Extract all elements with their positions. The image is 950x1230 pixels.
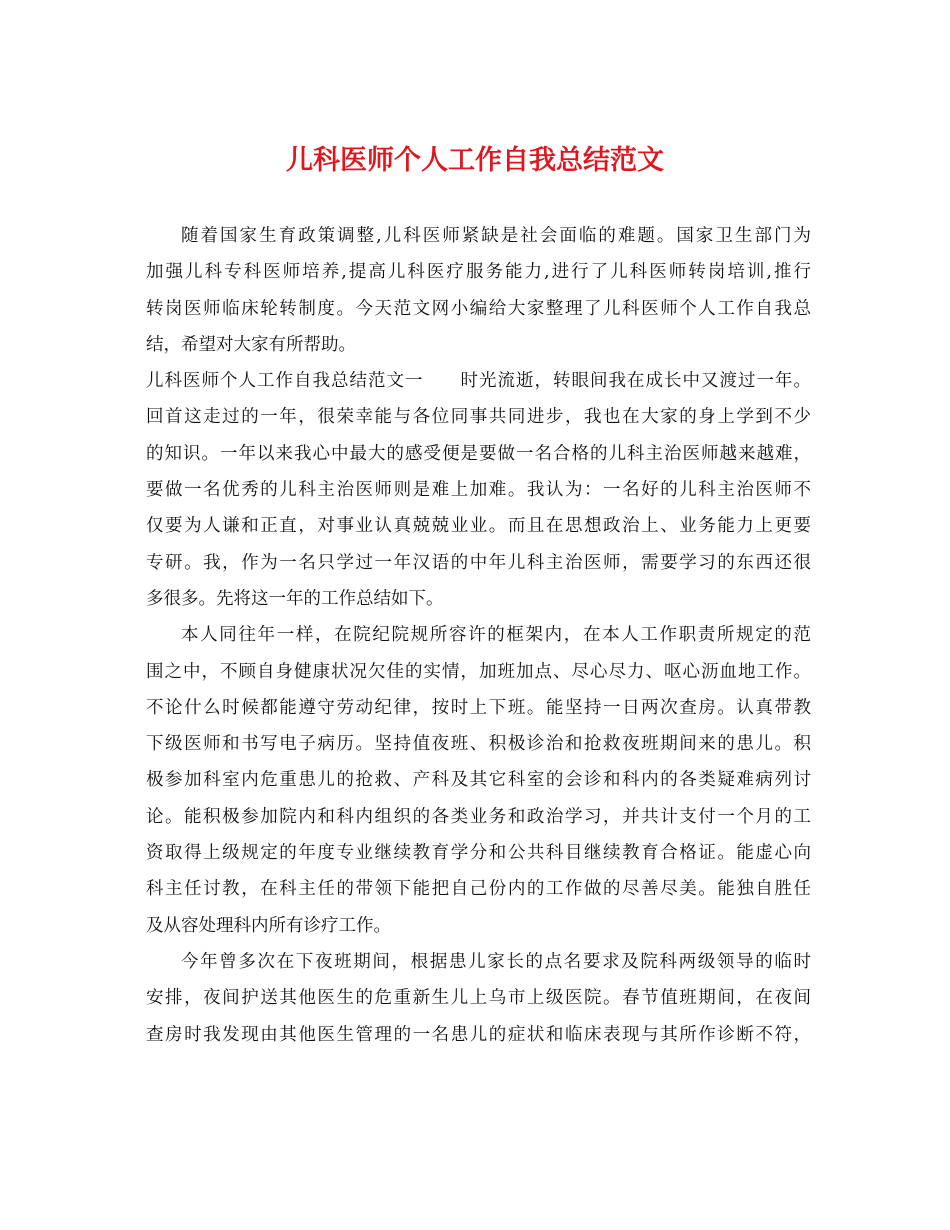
text-line: 及从容处理科内所有诊疗工作。 (146, 915, 391, 936)
text-line: 的知识。一年以来我心中最大的感受便是要做一名合格的儿科主治医师越来越难， (146, 443, 811, 464)
document-title: 儿科医师个人工作自我总结范文 (286, 145, 664, 176)
paragraph-intro (146, 218, 811, 363)
text-line: 加强儿科专科医师培养,提高儿科医疗服务能力,进行了儿科医师转岗培训,推行 (146, 262, 811, 283)
text-line: 下级医师和书写电子病历。坚持值夜班、积极诊治和抢救夜班期间来的患儿。积 (146, 734, 811, 755)
text-line: 查房时我发现由其他医生管理的一名患儿的症状和临床表现与其所作诊断不符， (146, 1024, 811, 1045)
document-body (146, 218, 811, 1053)
text-line: 专研。我，作为一名只学过一年汉语的中年儿科主治医师，需要学习的东西还很 (146, 552, 811, 573)
text-line: 随着国家生育政策调整,儿科医师紧缺是社会面临的难题。国家卫生部门为 (181, 226, 811, 246)
text-line: 要做一名优秀的儿科主治医师则是难上加难。我认为：一名好的儿科主治医师不 (146, 480, 811, 501)
text-line: 极参加科室内危重患儿的抢救、产科及其它科室的会诊和科内的各类疑难病列讨 (146, 770, 811, 791)
text-line: 儿科医师个人工作自我总结范文一 时光流逝，转眼间我在成长中又渡过一年。 (146, 371, 811, 392)
text-line: 多很多。先将这一年的工作总结如下。 (146, 588, 444, 609)
text-line: 本人同往年一样，在院纪院规所容许的框架内，在本人工作职责所规定的范 (181, 625, 811, 646)
text-line: 今年曾多次在下夜班期间，根据患儿家长的点名要求及院科两级领导的临时 (181, 951, 811, 972)
paragraph-section-one (146, 363, 811, 617)
text-line: 论。能积极参加院内和科内组织的各类业务和政治学习，并共计支付一个月的工 (146, 806, 811, 827)
text-line: 资取得上级规定的年度专业继续教育学分和公共科目继续教育合格证。能虚心向 (146, 843, 811, 864)
paragraph-work-duties (146, 617, 811, 944)
text-line: 安排，夜间护送其他医生的危重新生儿上乌市上级医院。春节值班期间，在夜间 (146, 988, 811, 1009)
text-line: 转岗医师临床轮转制度。今天范文网小编给大家整理了儿科医师个人工作自我总 (146, 298, 811, 319)
paragraph-night-duty (146, 944, 811, 1053)
text-line: 结，希望对大家有所帮助。 (146, 334, 356, 355)
text-line: 围之中，不顾自身健康状况欠佳的实情，加班加点、尽心尽力、呕心沥血地工作。 (146, 661, 811, 682)
text-line: 回首这走过的一年，很荣幸能与各位同事共同进步，我也在大家的身上学到不少 (146, 407, 811, 428)
text-line: 仅要为人谦和正直，对事业认真兢兢业业。而且在思想政治上、业务能力上更要 (146, 516, 811, 537)
text-line: 不论什么时候都能遵守劳动纪律，按时上下班。能坚持一日两次查房。认真带教 (146, 697, 811, 718)
text-line: 科主任讨教，在科主任的带领下能把自己份内的工作做的尽善尽美。能独自胜任 (146, 879, 811, 900)
